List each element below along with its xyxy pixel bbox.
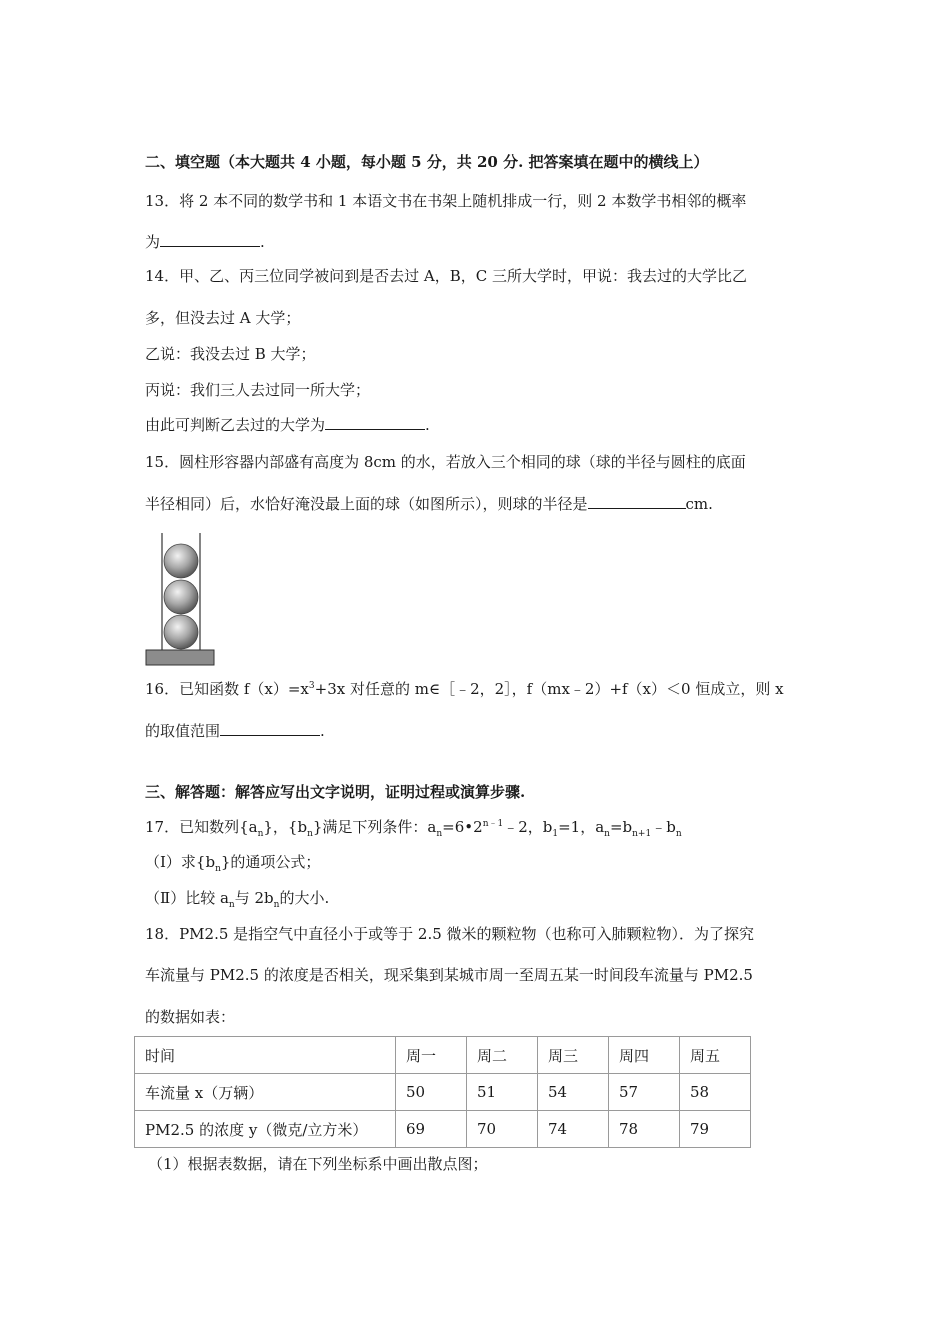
q13-line-1: 13．将 2 本不同的数学书和 1 本语文书在书架上随机排成一行，则 2 本数学书相邻的概率 [145,192,747,210]
q13-line-2 [145,231,265,252]
table-cell: PM2.5 的浓度 y（微克/立方米） [135,1111,396,1148]
section-3-heading: 三、解答题：解答应写出文字说明，证明过程或演算步骤. [145,783,526,801]
q17-part-1: （Ⅰ）求$\{b_n\}$的通项公式； [145,853,321,874]
q16-exponent: 3 [308,681,315,691]
table-cell: 78 [609,1111,680,1148]
q18-line-3: 的数据如表： [145,1008,236,1026]
q16-line-2 [145,720,325,741]
q16-text-b: +3x 对任意的 m∈［﹣2，2］，f（mx﹣2）+f（x）＜0 恒成立，则 x [314,680,784,698]
cylinder-base [146,650,214,665]
table-cell: 57 [609,1074,680,1111]
q15-answer-blank [588,494,686,509]
cylinder-spheres-figure [145,533,217,668]
table-cell: 车流量 x（万辆） [135,1074,396,1111]
table-cell: 70 [467,1111,538,1148]
table-cell: 周二 [467,1037,538,1074]
section-2-heading: 二、填空题（本大题共 4 小题，每小题 5 分，共 20 分. 把答案填在题中的横线上） [145,153,709,171]
q15-line-1: 15．圆柱形容器内部盛有高度为 8cm 的水，若放入三个相同的球（球的半径与圆柱的底面 [145,453,746,471]
sphere-top [164,544,198,578]
table-cell: 周一 [396,1037,467,1074]
q18-line-2: 车流量与 PM2.5 的浓度是否相关，现采集到某城市周一至周五某一时间段车流量与 PM2.5 [145,966,753,984]
q18-line-1: 18．PM2.5 是指空气中直径小于或等于 2.5 微米的颗粒物（也称可入肺颗粒物）．为了探究 [145,925,755,943]
table-cell: 周五 [680,1037,751,1074]
q18-sub-1: （1）根据表数据，请在下列坐标系中画出散点图； [148,1155,488,1173]
q14-text-pre: 由此可判断乙去过的大学为 [145,416,326,434]
table-cell: 54 [538,1074,609,1111]
q13-text-pre: 为 [145,233,161,251]
q14-line-2: 多，但没去过 A 大学； [145,309,301,327]
q16-text-pre: 的取值范围 [145,722,221,740]
q14-line-5 [145,414,430,435]
table-row-pm25 [135,1111,751,1148]
table-cell: 74 [538,1111,609,1148]
q16-line-1 [145,678,784,699]
q14-line-3: 乙说：我没去过 B 大学； [145,345,316,363]
table-cell: 周四 [609,1037,680,1074]
table-cell: 58 [680,1074,751,1111]
q13-text-post: . [260,233,265,251]
q17-line-1: 17．已知数列$\{a_n\}$，$\{b_n\}$满足下列条件：$a_n=6•2^{n﹣1}﹣2$，$b_1=1$，$a_n=b_{n+1}﹣b_n$ [145,818,682,839]
sphere-middle [164,580,198,614]
table-cell: 周三 [538,1037,609,1074]
q15-text-post: cm. [685,495,713,513]
q14-text-post: . [425,416,430,434]
q14-line-4: 丙说：我们三人去过同一所大学； [145,381,371,399]
table-cell: 69 [396,1111,467,1148]
q14-answer-blank [325,415,425,430]
q14-line-1: 14．甲、乙、丙三位同学被问到是否去过 A，B，C 三所大学时，甲说：我去过的大学比乙 [145,267,747,285]
q16-answer-blank [220,721,320,736]
q17-part-2: （Ⅱ）比较 $a_n$与 $2b_n$的大小. [145,889,330,910]
table-cell: 79 [680,1111,751,1148]
q16-text-a: 16．已知函数 f（x）=x [145,680,309,698]
table-row-header [135,1037,751,1074]
sphere-bottom [164,615,198,649]
traffic-pm25-table [134,1036,751,1148]
table-row-traffic [135,1074,751,1111]
q15-line-2 [145,493,713,514]
table-cell: 时间 [135,1037,396,1074]
q13-answer-blank [160,232,260,247]
table-cell: 51 [467,1074,538,1111]
table-cell: 50 [396,1074,467,1111]
q16-text-post: . [320,722,325,740]
q15-text-pre: 半径相同）后，水恰好淹没最上面的球（如图所示），则球的半径是 [145,495,588,513]
